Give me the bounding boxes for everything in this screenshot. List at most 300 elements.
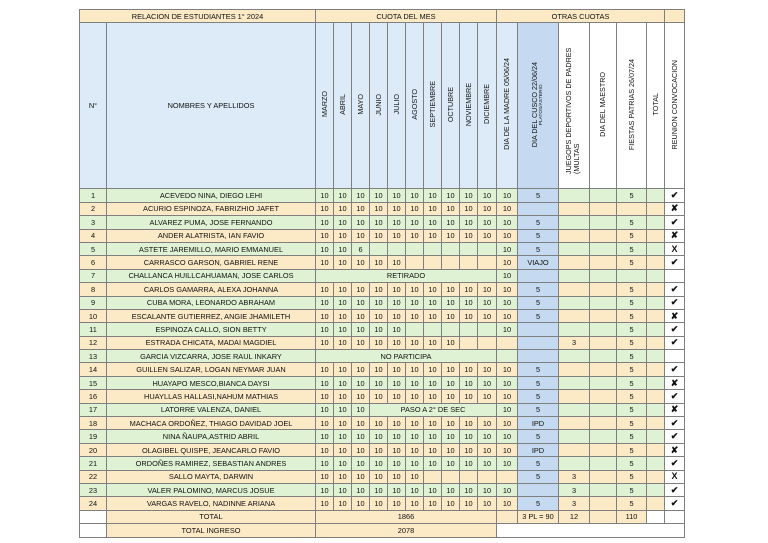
- dia-cusco-cell: 5: [518, 403, 559, 416]
- column-header-row: [80, 23, 685, 189]
- month-cell: 10: [424, 376, 442, 389]
- month-header: JULIO: [388, 23, 406, 189]
- month-header: JUNIO: [370, 23, 388, 189]
- fiestas-cell: 5: [617, 470, 647, 483]
- total-cell: [647, 376, 665, 389]
- month-cell: [478, 256, 497, 269]
- month-cell: 10: [406, 202, 424, 215]
- dia-maestro-cell: [590, 470, 617, 483]
- dia-madre-cell: 10: [497, 483, 518, 496]
- juegos-cell: [559, 256, 590, 269]
- row-number: 5: [80, 242, 107, 255]
- month-cell: 10: [478, 390, 497, 403]
- total-ingreso-value: 2078: [316, 524, 497, 537]
- fiestas-cell: [617, 269, 647, 282]
- fiestas-cell: 5: [617, 430, 647, 443]
- month-header: MARZO: [316, 23, 334, 189]
- month-cell: 10: [424, 283, 442, 296]
- reunion-cell: ✘: [665, 309, 685, 322]
- month-cell: 10: [406, 189, 424, 202]
- month-cell: 10: [334, 376, 352, 389]
- month-cell: 10: [334, 457, 352, 470]
- student-row: [80, 470, 685, 483]
- header-spacer: [665, 10, 685, 23]
- fiestas-cell: 5: [617, 309, 647, 322]
- student-name: HUAYLLAS HALLASI,NAHUM MATHIAS: [107, 390, 316, 403]
- month-cell: 10: [370, 336, 388, 349]
- month-cell: 10: [352, 470, 370, 483]
- month-cell: 10: [424, 430, 442, 443]
- dia-maestro-cell: [590, 189, 617, 202]
- month-cell: 10: [352, 430, 370, 443]
- month-cell: 10: [388, 202, 406, 215]
- month-cell: 10: [442, 417, 460, 430]
- juegos-cell: 3: [559, 470, 590, 483]
- dia-cusco-cell: [518, 323, 559, 336]
- dia-cusco-cell: 5: [518, 242, 559, 255]
- dia-maestro-cell: [590, 376, 617, 389]
- month-cell: [460, 256, 478, 269]
- section-header-row: [80, 10, 685, 23]
- month-cell: 10: [388, 483, 406, 496]
- total-cell: [647, 323, 665, 336]
- juegos-cell: [559, 417, 590, 430]
- month-cell: 10: [316, 323, 334, 336]
- fiestas-cell: 5: [617, 443, 647, 456]
- month-cell: 10: [442, 483, 460, 496]
- dia-cusco-cell: 5: [518, 283, 559, 296]
- month-cell: 10: [478, 309, 497, 322]
- month-cell: [442, 470, 460, 483]
- dia-cusco-cell: [518, 350, 559, 363]
- juegos-cell: [559, 350, 590, 363]
- month-cell: 10: [388, 256, 406, 269]
- juegos-header: JUEGOPS DEPORTIVOS DE PADRES (MULTAS: [559, 23, 590, 189]
- month-cell: [460, 242, 478, 255]
- juegos-cell: [559, 390, 590, 403]
- month-cell: 10: [442, 229, 460, 242]
- student-row: [80, 417, 685, 430]
- month-cell: 10: [388, 376, 406, 389]
- juegos-cell: 3: [559, 483, 590, 496]
- fiestas-cell: 5: [617, 350, 647, 363]
- month-cell: 10: [442, 363, 460, 376]
- dia-maestro-cell: [590, 390, 617, 403]
- student-name: GUILLEN SALIZAR, LOGAN NEYMAR JUAN: [107, 363, 316, 376]
- dia-madre-cell: 10: [497, 443, 518, 456]
- total-cell: [647, 229, 665, 242]
- fiestas-cell: [617, 202, 647, 215]
- total-ingreso-label: TOTAL INGRESO: [107, 524, 316, 537]
- reunion-cell: ✘: [665, 443, 685, 456]
- month-cell: 10: [406, 336, 424, 349]
- row-number: 24: [80, 497, 107, 510]
- dia-madre-cell: [497, 336, 518, 349]
- month-cell: 10: [334, 229, 352, 242]
- month-cell: 10: [388, 443, 406, 456]
- row-number: 10: [80, 309, 107, 322]
- fiestas-cell: 5: [617, 229, 647, 242]
- student-name: CARRASCO GARSON, GABRIEL RENE: [107, 256, 316, 269]
- month-cell: 10: [406, 363, 424, 376]
- month-cell: 10: [370, 390, 388, 403]
- dia-madre-cell: 10: [497, 189, 518, 202]
- month-cell: [460, 336, 478, 349]
- month-cell: 10: [460, 283, 478, 296]
- total-cell: [647, 296, 665, 309]
- month-cell: 10: [388, 283, 406, 296]
- dia-cusco-cell: IPD: [518, 443, 559, 456]
- month-cell: 10: [370, 417, 388, 430]
- dia-cusco-cell: [518, 269, 559, 282]
- student-name: CUBA MORA, LEONARDO ABRAHAM: [107, 296, 316, 309]
- months-total: 1866: [316, 510, 497, 523]
- dia-maestro-cell: [590, 269, 617, 282]
- month-cell: 10: [352, 363, 370, 376]
- month-cell: 10: [334, 403, 352, 416]
- reunion-cell: ✔: [665, 323, 685, 336]
- month-cell: 10: [352, 229, 370, 242]
- dia-madre-cell: 10: [497, 202, 518, 215]
- month-cell: 10: [424, 390, 442, 403]
- student-name: LATORRE VALENZA, DANIEL: [107, 403, 316, 416]
- month-cell: 10: [442, 336, 460, 349]
- month-cell: 10: [460, 363, 478, 376]
- reunion-cell: ✔: [665, 497, 685, 510]
- student-row: [80, 202, 685, 215]
- dia-maestro-cell: [590, 483, 617, 496]
- dia-cusco-header: DIA DEL CUSCO 22/06/24 PLATOS/ASTERIO: [518, 23, 559, 189]
- student-name: ORDOÑES RAMIREZ, SEBASTIAN ANDRES: [107, 457, 316, 470]
- month-cell: 10: [370, 323, 388, 336]
- month-cell: 10: [334, 470, 352, 483]
- reunion-cell: ✔: [665, 296, 685, 309]
- fiestas-cell: 5: [617, 283, 647, 296]
- month-cell: 10: [370, 216, 388, 229]
- month-cell: 10: [460, 189, 478, 202]
- month-cell: 10: [352, 483, 370, 496]
- row-number: 15: [80, 376, 107, 389]
- total-cell: [647, 430, 665, 443]
- reunion-cell: ✔: [665, 363, 685, 376]
- month-cell: 10: [424, 336, 442, 349]
- reunion-cell: ✔: [665, 417, 685, 430]
- month-cell: 10: [460, 443, 478, 456]
- month-cell: 10: [334, 443, 352, 456]
- dia-madre-cell: 10: [497, 229, 518, 242]
- total-cell: [647, 350, 665, 363]
- dia-maestro-cell: [590, 457, 617, 470]
- student-name: ESCALANTE GUTIERREZ, ANGIE JHAMILETH: [107, 309, 316, 322]
- dia-madre-cell: 10: [497, 283, 518, 296]
- total-cell: [647, 309, 665, 322]
- month-cell: [478, 336, 497, 349]
- month-cell: 10: [442, 296, 460, 309]
- month-header: OCTUBRE: [442, 23, 460, 189]
- total-row: [80, 510, 685, 523]
- student-row: [80, 336, 685, 349]
- month-cell: 10: [424, 363, 442, 376]
- month-cell: 10: [478, 457, 497, 470]
- dia-cusco-cell: 5: [518, 390, 559, 403]
- student-row: [80, 323, 685, 336]
- dia-madre-cell: 10: [497, 457, 518, 470]
- month-cell: 10: [388, 390, 406, 403]
- dia-maestro-cell: [590, 256, 617, 269]
- total-label: TOTAL: [107, 510, 316, 523]
- month-cell: 10: [388, 470, 406, 483]
- month-cell: 10: [316, 470, 334, 483]
- fiestas-cell: 5: [617, 256, 647, 269]
- month-cell: 10: [334, 363, 352, 376]
- month-cell: 10: [424, 417, 442, 430]
- month-cell: 10: [424, 296, 442, 309]
- fiestas-cell: 5: [617, 336, 647, 349]
- row-number: 17: [80, 403, 107, 416]
- student-name: CHALLANCA HUILLCAHUAMAN, JOSE CARLOS: [107, 269, 316, 282]
- total-cell: [647, 189, 665, 202]
- month-cell: 10: [442, 216, 460, 229]
- month-cell: 10: [334, 309, 352, 322]
- dia-cusco-cell: 5: [518, 497, 559, 510]
- fiestas-header: FIESTAS PATRIAS 26/07/24: [617, 23, 647, 189]
- month-cell: 10: [442, 309, 460, 322]
- month-cell: 10: [442, 283, 460, 296]
- dia-cusco-cell: 5: [518, 430, 559, 443]
- month-cell: 10: [316, 390, 334, 403]
- dia-madre-cell: 10: [497, 430, 518, 443]
- month-cell: 10: [406, 390, 424, 403]
- dia-cusco-cell: [518, 336, 559, 349]
- month-cell: 10: [316, 216, 334, 229]
- juegos-cell: [559, 323, 590, 336]
- month-cell: 10: [460, 376, 478, 389]
- fiestas-cell: 5: [617, 457, 647, 470]
- student-row: [80, 497, 685, 510]
- dia-madre-cell: [497, 470, 518, 483]
- reunion-cell: ✔: [665, 483, 685, 496]
- month-cell: 10: [352, 417, 370, 430]
- month-cell: [424, 242, 442, 255]
- dia-maestro-cell: [590, 443, 617, 456]
- month-cell: 10: [406, 376, 424, 389]
- month-cell: 10: [388, 216, 406, 229]
- student-row: [80, 390, 685, 403]
- student-row: [80, 363, 685, 376]
- month-cell: 10: [334, 189, 352, 202]
- row-number: 16: [80, 390, 107, 403]
- student-row: [80, 350, 685, 363]
- juegos-cell: [559, 283, 590, 296]
- reunion-cell: ✔: [665, 256, 685, 269]
- row-number: 13: [80, 350, 107, 363]
- month-cell: 10: [370, 283, 388, 296]
- total-cell: [647, 483, 665, 496]
- student-name: OLAGIBEL QUISPE, JEANCARLO FAVIO: [107, 443, 316, 456]
- month-cell: 10: [316, 189, 334, 202]
- reunion-cell: [665, 350, 685, 363]
- total-cell: [647, 417, 665, 430]
- reunion-cell: ✘: [665, 229, 685, 242]
- month-cell: 10: [460, 483, 478, 496]
- dia-cusco-cell: IPD: [518, 417, 559, 430]
- student-name: ACEVEDO NINA, DIEGO LEHI: [107, 189, 316, 202]
- student-name: HUAYAPO MESCO,BIANCA DAYSI: [107, 376, 316, 389]
- month-cell: 10: [478, 430, 497, 443]
- month-cell: 10: [424, 483, 442, 496]
- dia-madre-cell: 10: [497, 403, 518, 416]
- month-cell: 10: [478, 283, 497, 296]
- month-cell: 10: [388, 457, 406, 470]
- dia-madre-cell: 10: [497, 242, 518, 255]
- month-cell: 10: [406, 470, 424, 483]
- month-cell: 10: [478, 229, 497, 242]
- dia-maestro-cell: [590, 296, 617, 309]
- otras-cuotas-header: OTRAS CUOTAS: [497, 10, 665, 23]
- juegos-cell: 3: [559, 497, 590, 510]
- month-cell: 10: [316, 403, 334, 416]
- month-cell: 10: [316, 283, 334, 296]
- month-cell: 10: [460, 202, 478, 215]
- month-cell: 10: [406, 216, 424, 229]
- fiestas-cell: 5: [617, 189, 647, 202]
- month-cell: 10: [316, 376, 334, 389]
- dia-madre-cell: 10: [497, 376, 518, 389]
- total-cell: [647, 470, 665, 483]
- month-cell: 10: [334, 497, 352, 510]
- month-cell: 10: [424, 497, 442, 510]
- fiestas-cell: 5: [617, 296, 647, 309]
- row-number: 9: [80, 296, 107, 309]
- month-cell: [424, 256, 442, 269]
- reunion-header: REUNION CONVOCACION: [665, 23, 685, 189]
- reunion-cell: [665, 269, 685, 282]
- month-cell: 10: [478, 202, 497, 215]
- row-number: 6: [80, 256, 107, 269]
- totals-section: [80, 510, 685, 537]
- total-cell: [647, 216, 665, 229]
- month-cell: 10: [370, 202, 388, 215]
- reunion-cell: ✘: [665, 376, 685, 389]
- month-cell: 10: [352, 296, 370, 309]
- month-cell: 10: [460, 430, 478, 443]
- student-row: [80, 216, 685, 229]
- month-cell: 10: [406, 417, 424, 430]
- month-cell: 10: [406, 283, 424, 296]
- total-cell: [647, 363, 665, 376]
- month-cell: 10: [316, 430, 334, 443]
- student-name: ACURIO ESPINOZA, FABRIZHIO JAFET: [107, 202, 316, 215]
- fiestas-total: 110: [617, 510, 647, 523]
- month-cell: 10: [478, 443, 497, 456]
- student-row: [80, 256, 685, 269]
- reunion-cell: ✔: [665, 430, 685, 443]
- month-cell: 10: [460, 457, 478, 470]
- month-cell: 10: [370, 497, 388, 510]
- month-cell: 10: [316, 229, 334, 242]
- month-cell: [460, 470, 478, 483]
- student-row: [80, 242, 685, 255]
- reunion-cell: ✔: [665, 283, 685, 296]
- dia-madre-cell: 10: [497, 256, 518, 269]
- month-cell: 10: [370, 443, 388, 456]
- dia-madre-cell: 10: [497, 323, 518, 336]
- dia-cusco-cell: 5: [518, 376, 559, 389]
- month-cell: 10: [406, 309, 424, 322]
- month-cell: 10: [388, 229, 406, 242]
- dia-maestro-cell: [590, 403, 617, 416]
- month-cell: 10: [388, 336, 406, 349]
- dia-cusco-cell: [518, 202, 559, 215]
- dia-maestro-cell: [590, 229, 617, 242]
- month-cell: 10: [334, 216, 352, 229]
- month-cell: 10: [352, 256, 370, 269]
- month-cell: 10: [478, 296, 497, 309]
- month-header: NOVIEMBRE: [460, 23, 478, 189]
- student-row: [80, 296, 685, 309]
- row-number: 20: [80, 443, 107, 456]
- total-ingreso-row: [80, 524, 685, 537]
- month-cell: 10: [334, 390, 352, 403]
- month-cell: 10: [334, 283, 352, 296]
- dia-madre-cell: 10: [497, 497, 518, 510]
- student-name: ESPINOZA CALLO, SION BETTY: [107, 323, 316, 336]
- dia-maestro-cell: [590, 417, 617, 430]
- fiestas-cell: 5: [617, 242, 647, 255]
- fiestas-cell: 5: [617, 403, 647, 416]
- month-cell: 10: [352, 202, 370, 215]
- month-cell: 10: [460, 417, 478, 430]
- reunion-cell: ✔: [665, 216, 685, 229]
- total-cell: [647, 497, 665, 510]
- month-cell: [388, 242, 406, 255]
- student-name: VALER PALOMINO, MARCUS JOSUE: [107, 483, 316, 496]
- month-cell: 10: [442, 189, 460, 202]
- dia-maestro-cell: [590, 350, 617, 363]
- dia-maestro-cell: [590, 323, 617, 336]
- month-cell: 10: [316, 457, 334, 470]
- month-cell: 10: [460, 309, 478, 322]
- juegos-cell: [559, 457, 590, 470]
- month-cell: 10: [316, 443, 334, 456]
- row-number: 3: [80, 216, 107, 229]
- month-cell: [442, 323, 460, 336]
- month-cell: [424, 323, 442, 336]
- dia-maestro-cell: [590, 363, 617, 376]
- month-cell: 10: [370, 483, 388, 496]
- month-cell: 10: [316, 256, 334, 269]
- juegos-cell: 3: [559, 336, 590, 349]
- month-cell: 10: [424, 309, 442, 322]
- juegos-cell: [559, 430, 590, 443]
- month-cell: 10: [424, 229, 442, 242]
- dia-cusco-cell: 5: [518, 229, 559, 242]
- dia-maestro-cell: [590, 283, 617, 296]
- month-cell: 10: [442, 443, 460, 456]
- month-cell: 10: [442, 457, 460, 470]
- month-cell: 10: [316, 309, 334, 322]
- month-cell: 10: [352, 283, 370, 296]
- juegos-cell: [559, 309, 590, 322]
- month-cell: 10: [478, 483, 497, 496]
- dia-maestro-cell: [590, 202, 617, 215]
- month-cell: 10: [424, 216, 442, 229]
- month-cell: 10: [406, 497, 424, 510]
- total-cell: [647, 390, 665, 403]
- total-cell: [647, 443, 665, 456]
- month-cell: 10: [460, 390, 478, 403]
- student-row: [80, 457, 685, 470]
